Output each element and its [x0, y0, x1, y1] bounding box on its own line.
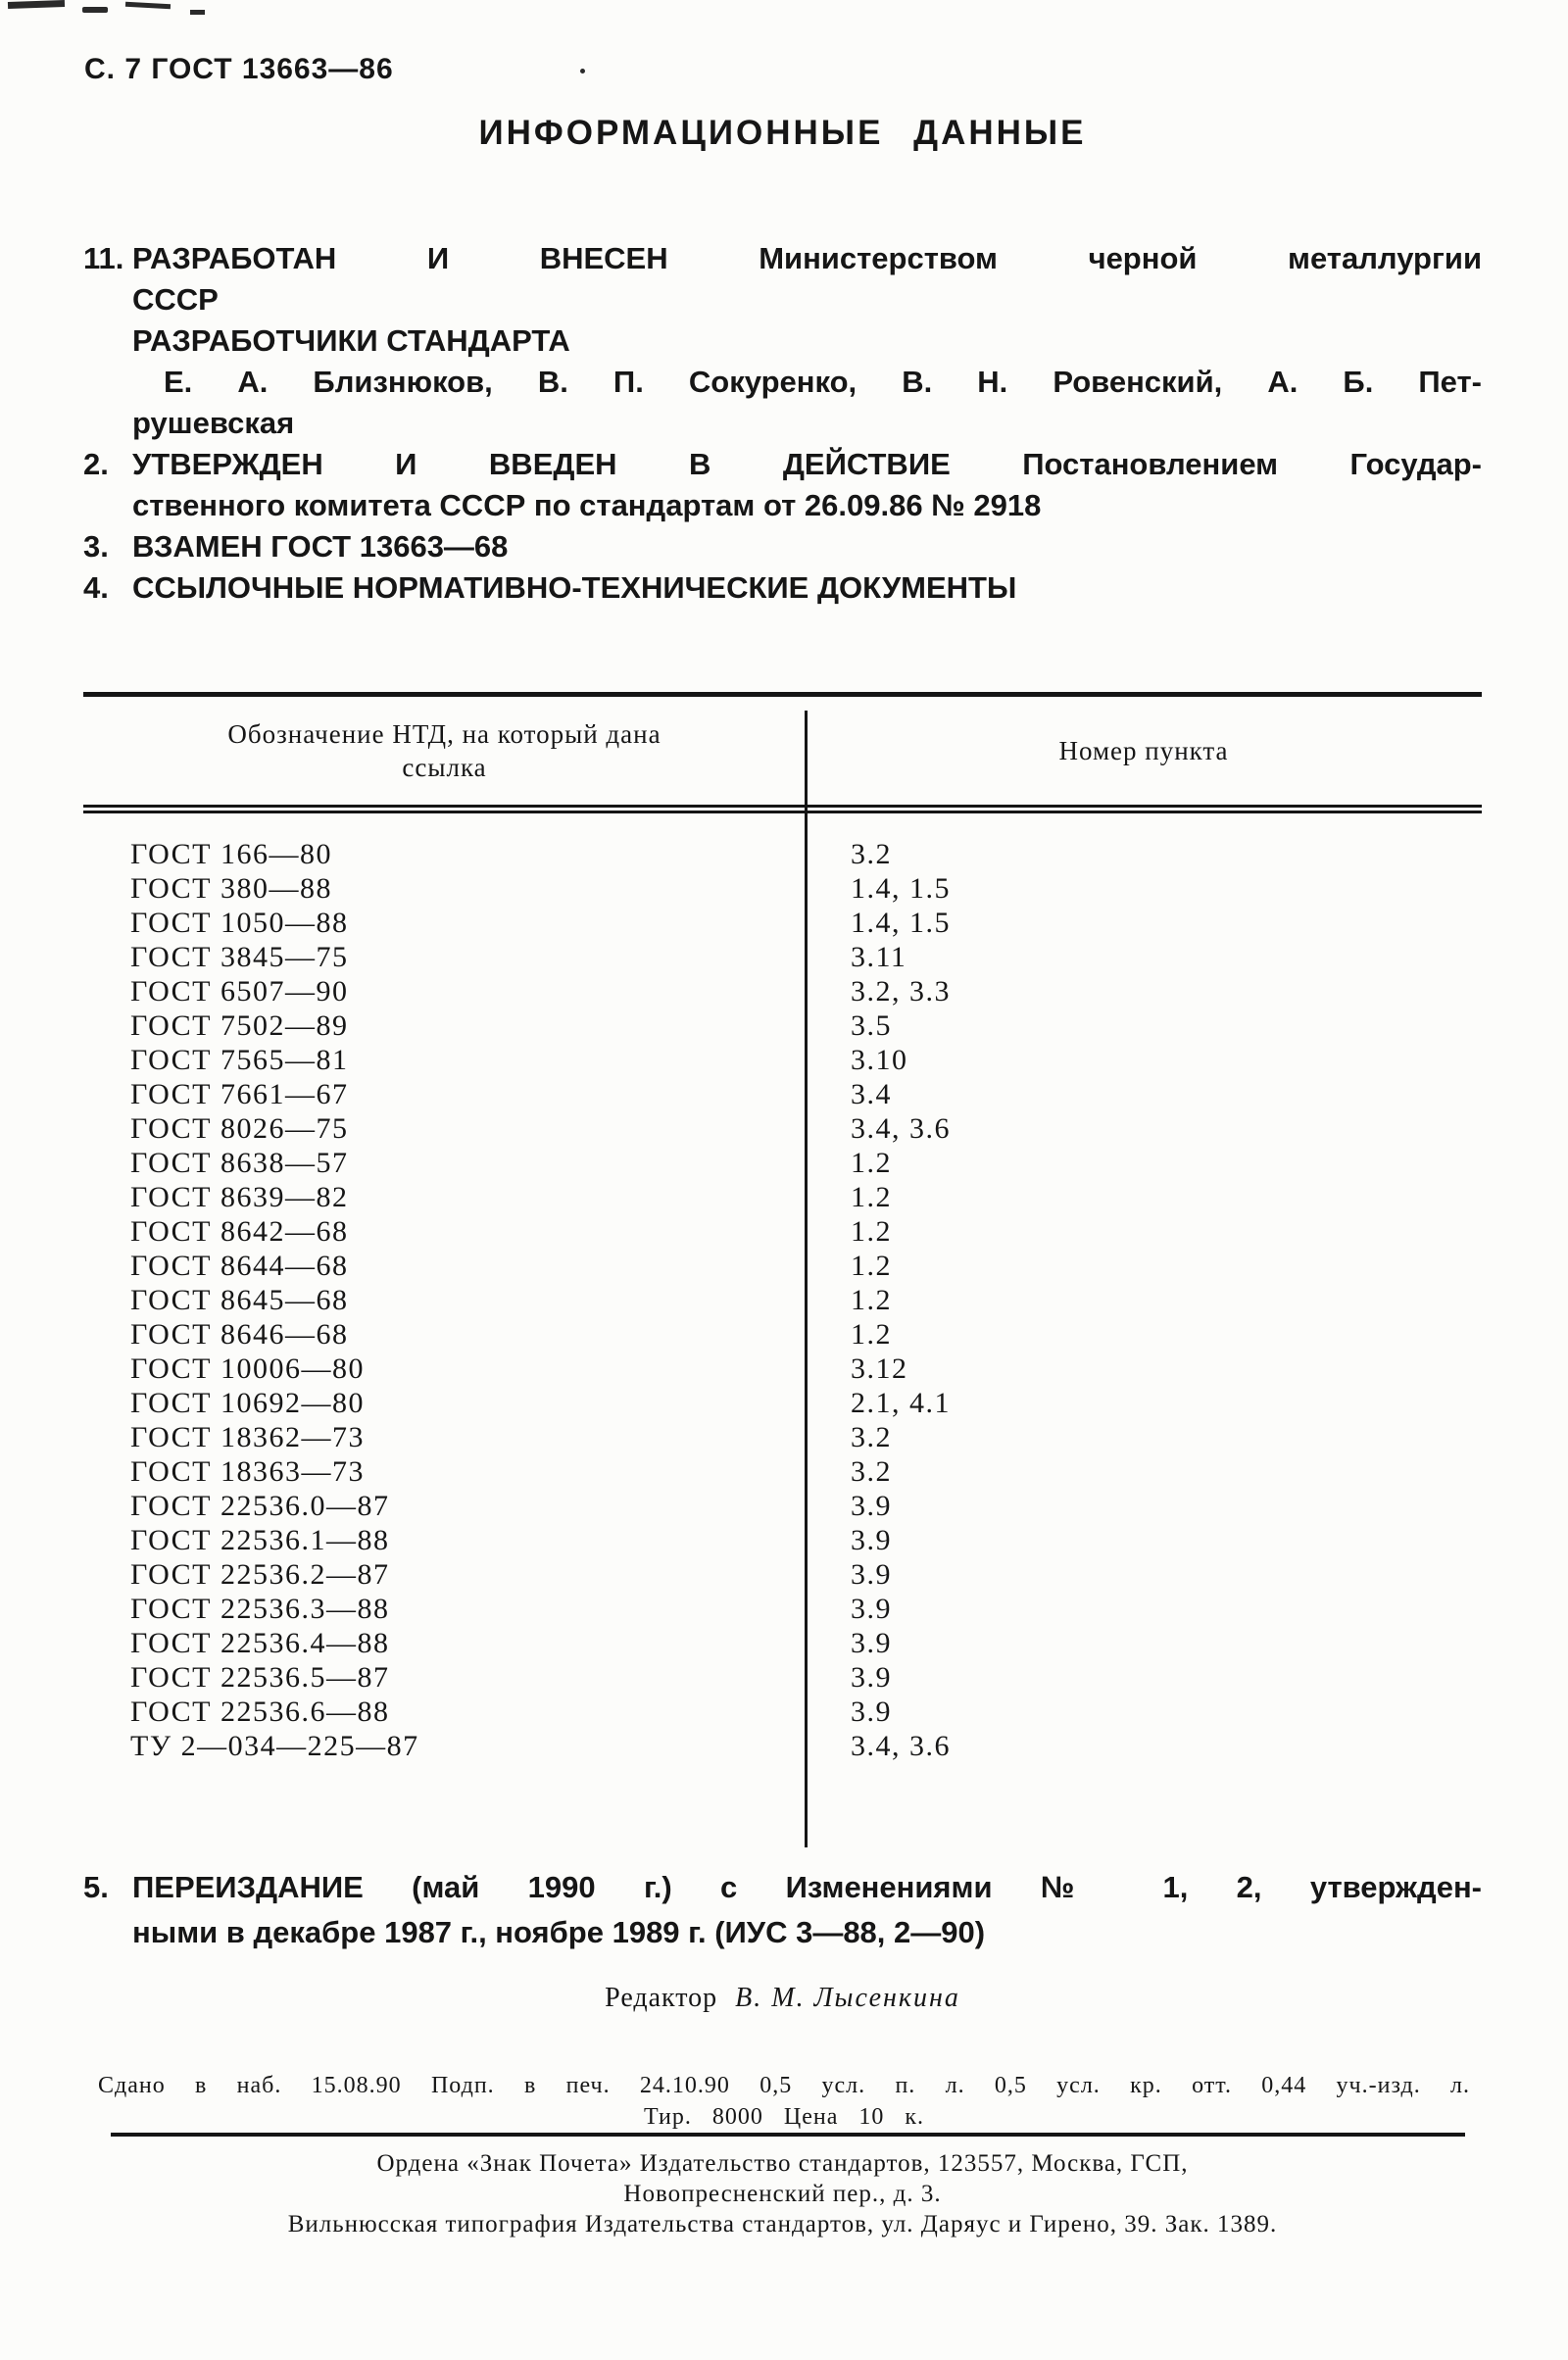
imprint-line-2: Тир. 8000 Цена 10 к. — [643, 2104, 925, 2130]
info-line: ССЫЛОЧНЫЕ НОРМАТИВНО-ТЕХНИЧЕСКИЕ ДОКУМЕНТЫ — [132, 570, 1017, 605]
cell-punkt: 1.2 — [851, 1250, 892, 1282]
cell-ntd: ГОСТ 10006—80 — [130, 1352, 365, 1385]
cell-ntd: ГОСТ 6507—90 — [130, 975, 349, 1008]
cell-punkt: 3.9 — [851, 1490, 892, 1522]
table-row — [83, 1454, 1482, 1489]
info-line: ственного комитета СССР по стандартам от 26.09.86 № 2918 — [132, 488, 1042, 522]
cell-punkt: 1.4, 1.5 — [851, 907, 951, 939]
table-row — [83, 1249, 1482, 1283]
document-title: ИНФОРМАЦИОННЫЕ ДАННЫЕ — [478, 114, 1087, 152]
cell-punkt: 3.10 — [851, 1044, 908, 1076]
table-row — [83, 1008, 1482, 1043]
cell-ntd: ГОСТ 22536.3—88 — [130, 1593, 390, 1625]
cell-punkt: 3.9 — [851, 1696, 892, 1728]
table-row — [83, 974, 1482, 1008]
info-item — [83, 444, 1482, 526]
item-number: 11. — [83, 241, 124, 275]
table-row — [83, 1180, 1482, 1214]
cell-ntd: ГОСТ 7565—81 — [130, 1044, 349, 1076]
table-body — [83, 813, 1482, 1833]
colophon-line-3: Вильнюсская типография Издательства стандартов, ул. Даряус и Гирено, 39. Зак. 1389. — [287, 2211, 1278, 2237]
page-header: С. 7 ГОСТ 13663—86 — [84, 53, 394, 85]
cell-ntd: ГОСТ 8642—68 — [130, 1215, 349, 1248]
info-line: РАЗРАБОТЧИКИ СТАНДАРТА — [132, 323, 570, 358]
cell-ntd: ГОСТ 1050—88 — [130, 907, 349, 939]
scan-artifact — [82, 7, 108, 13]
editor-label: Редактор — [605, 1983, 718, 2013]
item-number: 4. — [83, 570, 109, 605]
cell-punkt: 3.2 — [851, 1421, 892, 1453]
cell-ntd: ГОСТ 22536.4—88 — [130, 1627, 390, 1659]
col-header-punkt-label: Номер пункта — [1058, 736, 1229, 765]
cell-ntd: ГОСТ 22536.2—87 — [130, 1558, 390, 1591]
cell-punkt: 3.4, 3.6 — [851, 1112, 951, 1145]
info-data-list — [83, 238, 1482, 609]
colophon-line-1: Ордена «Знак Почета» Издательство стандартов, 123557, Москва, ГСП, — [376, 2150, 1189, 2177]
table-row — [83, 1352, 1482, 1386]
scan-artifact — [580, 69, 585, 74]
cell-ntd: ГОСТ 3845—75 — [130, 941, 349, 973]
info-line: УТВЕРЖДЕН И ВВЕДЕН В ДЕЙСТВИЕ Постановлением Государ- — [132, 447, 1482, 481]
table-column-divider — [805, 711, 808, 1847]
cell-ntd: ГОСТ 22536.6—88 — [130, 1696, 390, 1728]
cell-ntd: ТУ 2—034—225—87 — [130, 1730, 419, 1762]
info-line: ВЗАМЕН ГОСТ 13663—68 — [132, 529, 509, 564]
info-line: ными в декабре 1987 г., ноябре 1989 г. (ИУС 3—88, 2—90) — [132, 1915, 986, 1949]
table-row — [83, 1626, 1482, 1660]
scan-artifact — [125, 2, 171, 9]
cell-punkt: 1.2 — [851, 1215, 892, 1248]
cell-punkt: 1.2 — [851, 1147, 892, 1179]
table-row — [83, 1729, 1482, 1763]
info-item — [83, 567, 1482, 609]
col-header-ntd — [83, 697, 806, 805]
imprint-block — [98, 2070, 1470, 2133]
colophon-line-2: Новопресненский пер., д. 3. — [623, 2181, 942, 2207]
table-row — [83, 871, 1482, 906]
cell-ntd: ГОСТ 8639—82 — [130, 1181, 349, 1213]
table-row — [83, 1592, 1482, 1626]
table-row — [83, 1146, 1482, 1180]
cell-punkt: 3.12 — [851, 1352, 908, 1385]
editor-line — [83, 1982, 1482, 2015]
table-header-row — [83, 697, 1482, 805]
cell-punkt: 1.2 — [851, 1318, 892, 1351]
cell-ntd: ГОСТ 166—80 — [130, 838, 332, 870]
info-item — [83, 526, 1482, 567]
cell-punkt: 3.9 — [851, 1627, 892, 1659]
table-row — [83, 1489, 1482, 1523]
cell-punkt: 3.5 — [851, 1009, 892, 1042]
table-row — [83, 1420, 1482, 1454]
scan-artifact — [8, 0, 65, 9]
cell-ntd: ГОСТ 22536.1—88 — [130, 1524, 390, 1556]
cell-punkt: 3.9 — [851, 1558, 892, 1591]
info-line: СССР — [132, 282, 219, 317]
info-item — [83, 238, 1482, 444]
cell-punkt: 3.4, 3.6 — [851, 1730, 951, 1762]
scan-artifact — [190, 10, 205, 15]
table-row — [83, 1557, 1482, 1592]
cell-punkt: 3.4 — [851, 1078, 892, 1110]
info-item — [83, 1865, 1482, 1955]
cell-ntd: ГОСТ 8026—75 — [130, 1112, 349, 1145]
info-line: ПЕРЕИЗДАНИЕ (май 1990 г.) с Изменениями № 1, 2, утвержден- — [132, 1870, 1482, 1904]
cell-ntd: ГОСТ 8644—68 — [130, 1250, 349, 1282]
table-row — [83, 940, 1482, 974]
cell-punkt: 1.2 — [851, 1181, 892, 1213]
table-row — [83, 1077, 1482, 1111]
table-header-rule — [83, 805, 1482, 813]
table-row — [83, 1695, 1482, 1729]
cell-punkt: 3.11 — [851, 941, 907, 973]
cell-punkt: 3.2, 3.3 — [851, 975, 951, 1008]
cell-punkt: 3.9 — [851, 1593, 892, 1625]
info-line: рушевская — [132, 406, 295, 440]
references-table — [83, 692, 1482, 1833]
cell-ntd: ГОСТ 18362—73 — [130, 1421, 365, 1453]
imprint-line-1: Сдано в наб. 15.08.90 Подп. в печ. 24.10.90 0,5 усл. п. л. 0,5 усл. кр. отт. 0,44 уч.-изд. л. — [98, 2073, 1470, 2098]
table-row — [83, 1043, 1482, 1077]
cell-ntd: ГОСТ 18363—73 — [130, 1455, 365, 1488]
cell-ntd: ГОСТ 8638—57 — [130, 1147, 349, 1179]
cell-ntd: ГОСТ 10692—80 — [130, 1387, 365, 1419]
table-row — [83, 1317, 1482, 1352]
cell-punkt: 3.2 — [851, 1455, 892, 1488]
cell-ntd: ГОСТ 22536.5—87 — [130, 1661, 390, 1694]
item-number: 3. — [83, 529, 109, 564]
table-row — [83, 1660, 1482, 1695]
cell-punkt: 3.9 — [851, 1524, 892, 1556]
cell-punkt: 1.4, 1.5 — [851, 872, 951, 905]
info-line: Е. А. Близнюков, В. П. Сокуренко, В. Н. Ровенский, А. Б. Пет- — [164, 365, 1482, 399]
table-row — [83, 1283, 1482, 1317]
cell-ntd: ГОСТ 8646—68 — [130, 1318, 349, 1351]
table-row — [83, 1523, 1482, 1557]
table-row — [83, 906, 1482, 940]
table-row — [83, 1214, 1482, 1249]
cell-punkt: 1.2 — [851, 1284, 892, 1316]
reissue-item — [83, 1865, 1482, 1955]
colophon-block — [83, 2148, 1482, 2239]
cell-ntd: ГОСТ 8645—68 — [130, 1284, 349, 1316]
col-header-ntd-label: Обозначение НТД, на который дана ссылка — [227, 719, 662, 782]
editor-name: В. М. Лысенкина — [735, 1983, 960, 2013]
item-number: 5. — [83, 1870, 109, 1904]
cell-punkt: 3.9 — [851, 1661, 892, 1694]
cell-punkt: 3.2 — [851, 838, 892, 870]
col-header-punkt — [806, 734, 1482, 767]
cell-punkt: 2.1, 4.1 — [851, 1387, 951, 1419]
cell-ntd: ГОСТ 7661—67 — [130, 1078, 349, 1110]
table-row — [83, 837, 1482, 871]
cell-ntd: ГОСТ 380—88 — [130, 872, 332, 905]
table-row — [83, 1111, 1482, 1146]
item-number: 2. — [83, 447, 109, 481]
cell-ntd: ГОСТ 7502—89 — [130, 1009, 349, 1042]
cell-ntd: ГОСТ 22536.0—87 — [130, 1490, 390, 1522]
info-line: РАЗРАБОТАН И ВНЕСЕН Министерством черной металлургии — [132, 241, 1482, 275]
table-row — [83, 1386, 1482, 1420]
footer-rule — [111, 2133, 1465, 2137]
